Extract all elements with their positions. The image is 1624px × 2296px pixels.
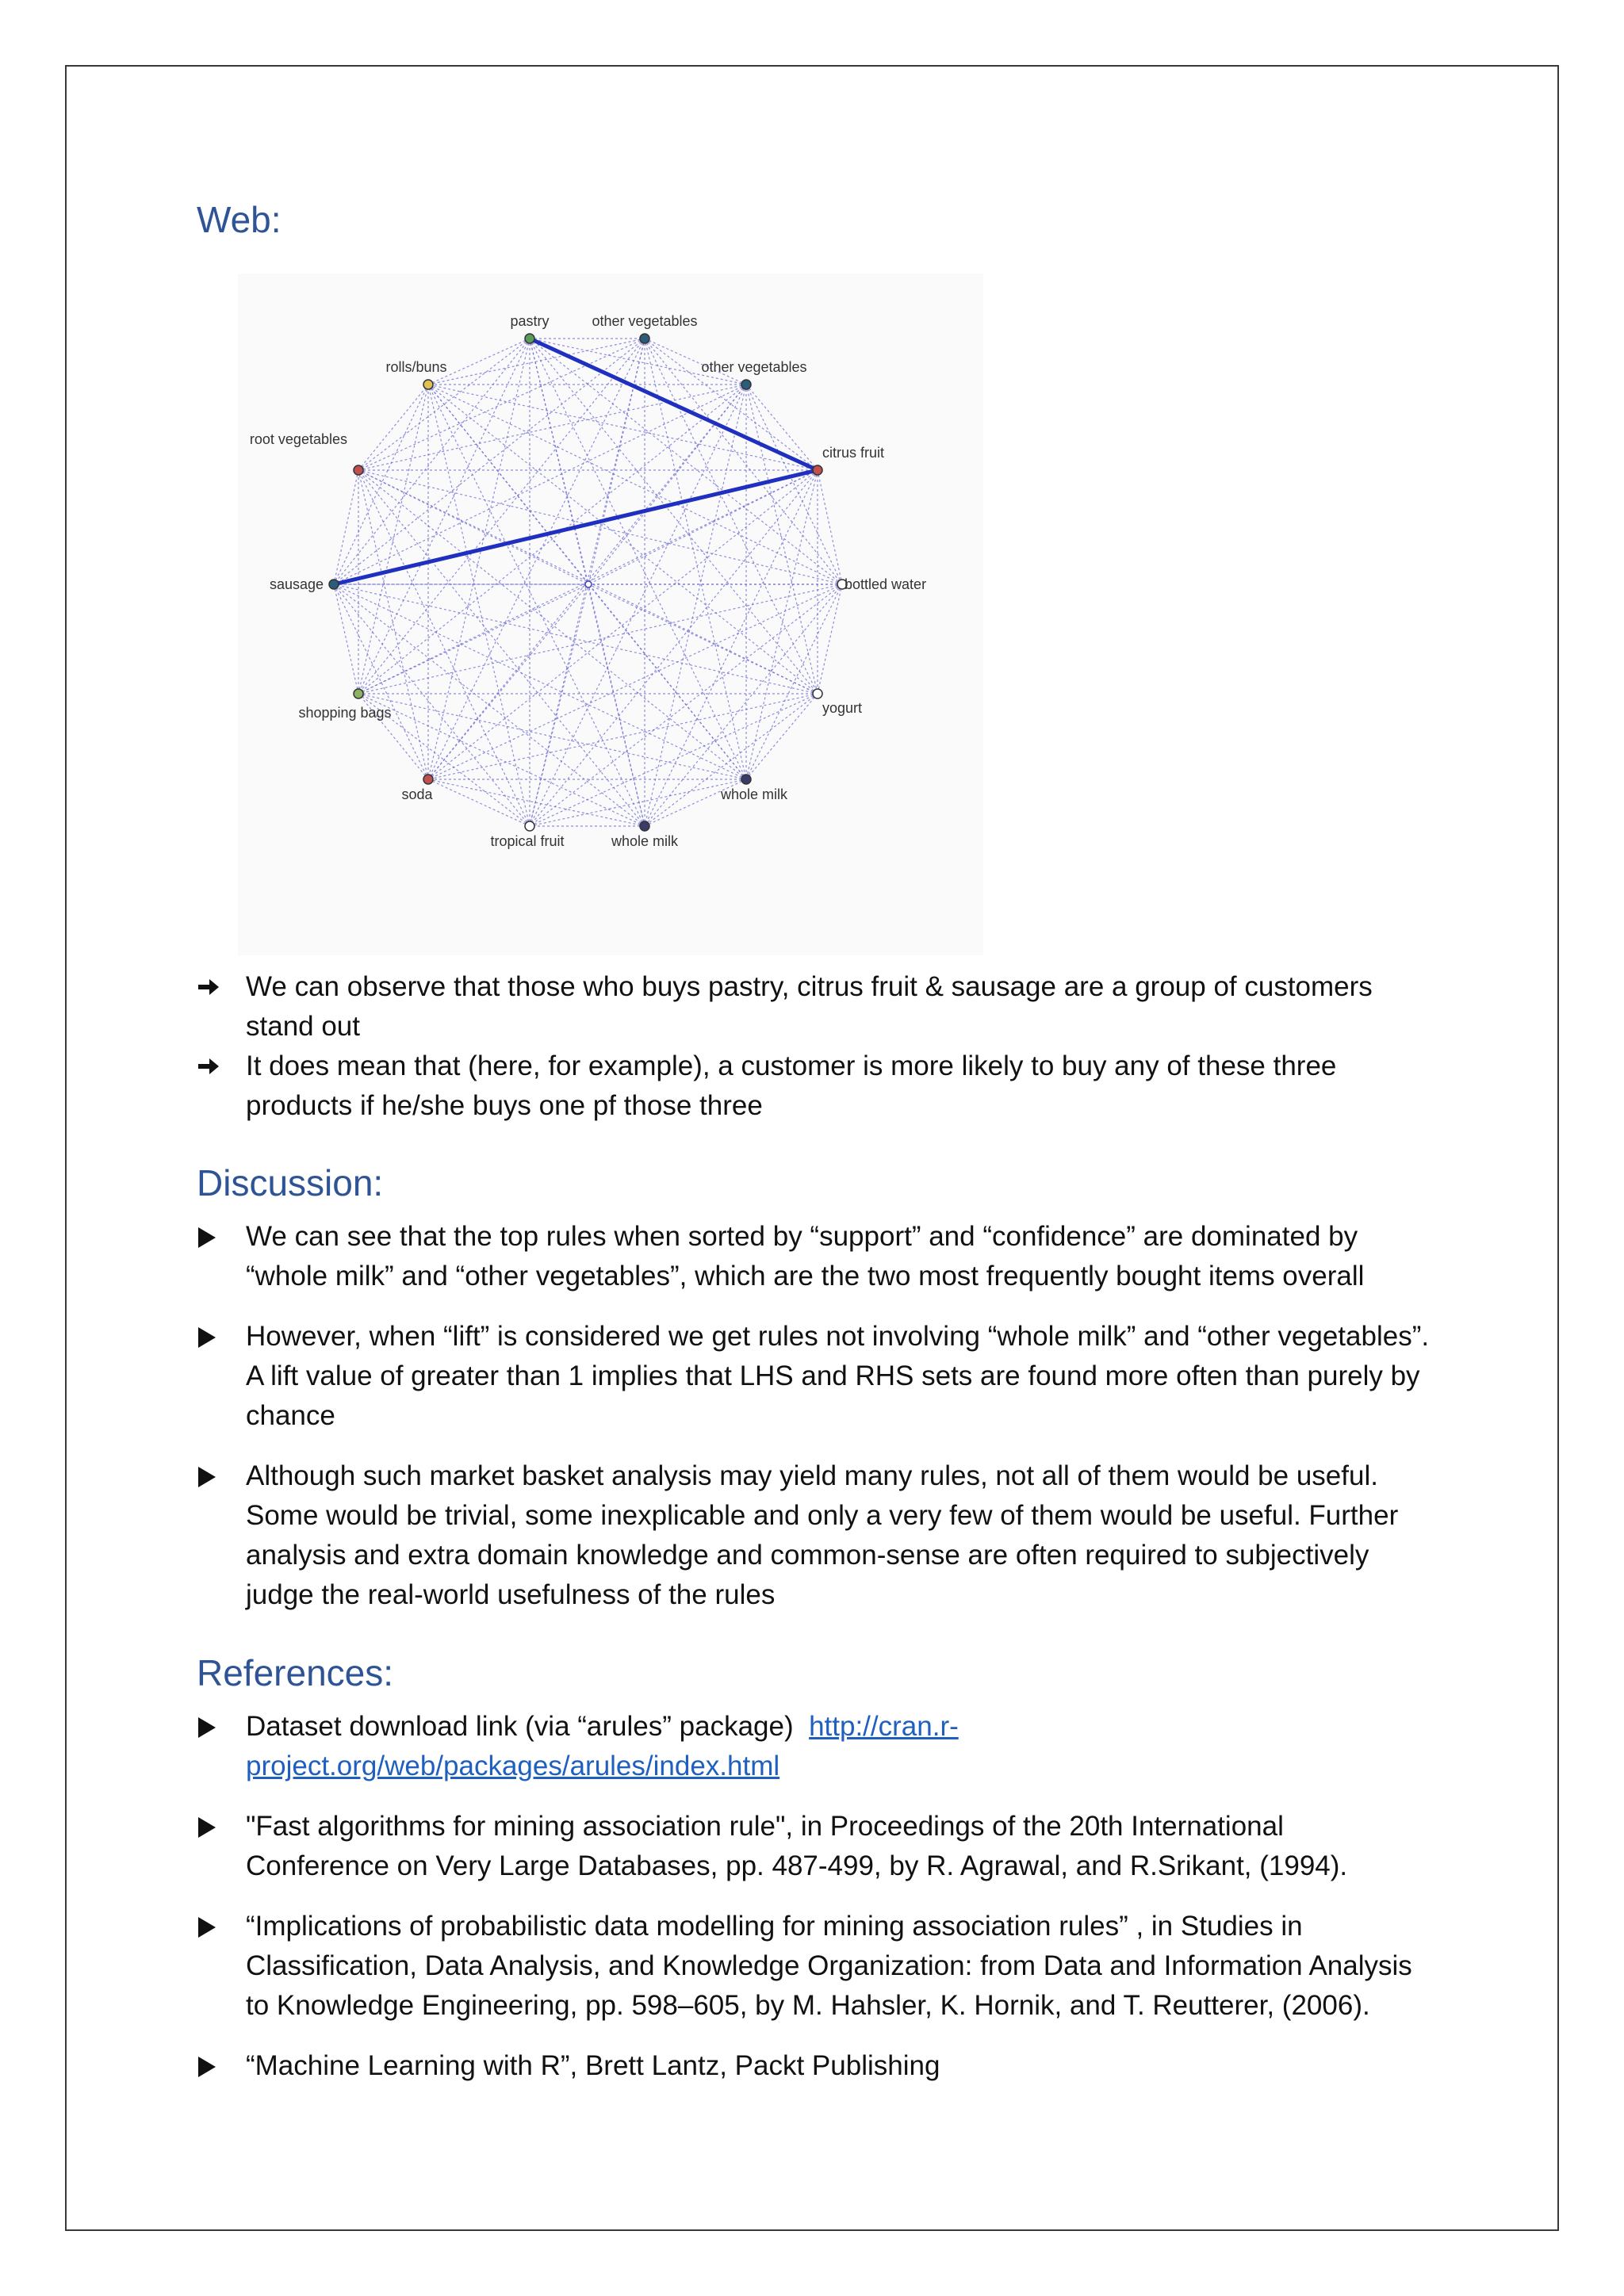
graph-node-tropical-fruit	[525, 821, 534, 831]
graph-edge	[588, 584, 746, 779]
graph-edge	[746, 584, 842, 779]
graph-edge	[746, 385, 818, 470]
graph-label-whole-milk-right: whole milk	[720, 786, 788, 802]
graph-edge	[428, 385, 818, 470]
graph-label-sausage: sausage	[269, 576, 324, 592]
graph-node-citrus-fruit	[813, 465, 822, 475]
graph-edge	[334, 584, 818, 694]
graph-edge	[428, 779, 530, 826]
graph-node-whole-milk-bottom	[640, 821, 649, 831]
graph-edge	[530, 339, 746, 779]
graph-node-yogurt	[813, 689, 822, 698]
graph-edge	[746, 385, 818, 694]
graph-label-rolls-buns: rolls/buns	[385, 359, 447, 375]
graph-edge	[428, 385, 818, 694]
network-graph-figure	[238, 274, 983, 955]
graph-edge	[428, 694, 818, 779]
graph-edge	[588, 385, 746, 584]
triangle-bullet-icon	[197, 1807, 228, 1846]
graph-center-node	[585, 581, 592, 587]
graph-edge	[645, 339, 842, 584]
triangle-bullet-icon	[197, 1317, 228, 1357]
graph-edge	[358, 470, 428, 779]
graph-edge	[530, 694, 818, 826]
graph-edge	[530, 470, 818, 826]
graph-edge	[334, 470, 358, 584]
reference-item	[197, 1907, 1434, 2026]
graph-edge	[645, 339, 746, 779]
references-heading: References:	[197, 1652, 394, 1693]
graph-edge	[358, 339, 645, 470]
graph-label-pastry: pastry	[510, 313, 550, 329]
graph-nodes	[329, 334, 847, 831]
graph-strong-edges	[334, 339, 818, 584]
graph-edge	[530, 339, 588, 584]
discussion-bullet-text: However, when “lift” is considered we get rules not involving “whole milk” and “other vegetables”. A lift value of greater than 1 implies that LHS and RHS sets are found more often than purely by chance	[246, 1321, 1430, 1431]
graph-edge	[358, 694, 645, 826]
graph-edge	[428, 385, 645, 826]
graph-node-rolls-buns	[423, 380, 433, 389]
graph-label-other-vegetables-right: other vegetables	[701, 359, 807, 375]
web-heading: Web:	[197, 199, 282, 240]
triangle-bullet-icon	[197, 1217, 228, 1257]
graph-edge	[358, 339, 530, 694]
graph-edge	[334, 584, 746, 779]
triangle-bullet-icon	[197, 1456, 228, 1496]
graph-edge	[588, 339, 645, 584]
dataset-link-label: Dataset download link (via “arules” package)	[246, 1711, 794, 1742]
graph-edge	[358, 385, 746, 694]
graph-edge	[818, 470, 842, 584]
dataset-download-link[interactable]: http://cran.r-project.org/web/packages/arules/index.html	[246, 1711, 959, 1781]
graph-edge	[588, 584, 818, 694]
network-graph	[238, 274, 983, 955]
discussion-bullet-item	[197, 1317, 1434, 1436]
graph-label-bottled-water: bottled water	[845, 576, 927, 592]
graph-strong-edge	[530, 339, 818, 470]
reference-item	[197, 1807, 1434, 1886]
web-bullet-item	[197, 1047, 1434, 1126]
graph-edge	[530, 339, 818, 694]
web-bullet-text: It does mean that (here, for example), a customer is more likely to buy any of these three products if he/she buys one pf those three	[246, 1050, 1337, 1121]
web-bullet-list	[197, 967, 1434, 1126]
triangle-bullet-icon	[197, 1707, 228, 1747]
graph-label-other-vegetables-top: other vegetables	[592, 313, 698, 329]
graph-edge	[428, 779, 645, 826]
graph-label-root-vegetables: root vegetables	[249, 431, 347, 447]
references-list	[197, 1707, 1434, 2086]
reference-text: “Machine Learning with R”, Brett Lantz, Packt Publishing	[246, 2050, 940, 2081]
graph-edge	[358, 470, 645, 826]
graph-label-whole-milk-bottom: whole milk	[611, 833, 679, 849]
web-bullet-item	[197, 967, 1434, 1047]
reference-text: “Implications of probabilistic data modelling for mining association rules” , in Studies in Classification, Data Analysis, and Knowledge Organization: from Data and Information Analysis to Knowledge Engineering, pp. 598–605, by M. Hahsler, K. Hornik, and T. Reutterer, (2006).	[246, 1911, 1412, 2021]
graph-edge	[428, 584, 842, 779]
reference-item	[197, 2046, 1434, 2086]
graph-node-sausage	[329, 580, 339, 589]
graph-edge	[358, 470, 588, 584]
arrow-right-icon	[197, 1047, 228, 1086]
graph-edge	[358, 385, 428, 694]
graph-node-pastry	[525, 334, 534, 343]
graph-node-root-vegetables	[354, 465, 363, 475]
discussion-bullet-list	[197, 1217, 1434, 1615]
graph-label-shopping-bags: shopping bags	[298, 705, 392, 721]
triangle-bullet-icon	[197, 2046, 228, 2086]
graph-edge	[746, 694, 818, 779]
graph-edge	[358, 584, 842, 694]
graph-node-soda	[423, 775, 433, 784]
web-bullet-text: We can observe that those who buys pastry, citrus fruit & sausage are a group of customers stand out	[246, 971, 1373, 1042]
graph-node-shopping-bags	[354, 689, 363, 698]
graph-edge	[358, 584, 588, 694]
reference-text: "Fast algorithms for mining association rule", in Proceedings of the 20th International Conference on Very Large Databases, pp. 487-499, by R. Agrawal, and R.Srikant, (1994).	[246, 1811, 1348, 1881]
graph-edge	[334, 385, 746, 584]
discussion-heading: Discussion:	[197, 1162, 384, 1203]
triangle-bullet-icon	[197, 1907, 228, 1946]
arrow-right-icon	[197, 967, 228, 1007]
graph-node-other-vegetables-right	[741, 380, 751, 389]
graph-label-yogurt: yogurt	[822, 700, 863, 716]
discussion-bullet-text: We can see that the top rules when sorted by “support” and “confidence” are dominated by “whole milk” and “other vegetables”, which are the two most frequently bought items overall	[246, 1221, 1365, 1292]
graph-edge	[358, 470, 530, 826]
graph-label-citrus-fruit: citrus fruit	[822, 445, 885, 461]
discussion-bullet-item	[197, 1456, 1434, 1615]
discussion-bullet-item	[197, 1217, 1434, 1296]
graph-edge	[530, 385, 746, 826]
graph-label-soda: soda	[401, 786, 433, 802]
discussion-bullet-text: Although such market basket analysis may yield many rules, not all of them would be useful. Some would be trivial, some inexplicable and only a very few of them would be useful. Further analysis and extra domain knowledge and common-sense are often required to subjectively judge the real-world usefulness of the rules	[246, 1460, 1399, 1610]
reference-item	[197, 1707, 1434, 1786]
graph-edge	[746, 470, 818, 779]
graph-node-other-vegetables-top	[640, 334, 649, 343]
graph-label-tropical-fruit: tropical fruit	[490, 833, 565, 849]
graph-edge	[334, 339, 530, 584]
graph-edge	[645, 339, 818, 694]
graph-node-whole-milk-right	[741, 775, 751, 784]
graph-edge	[334, 584, 428, 779]
graph-edge	[818, 584, 842, 694]
graph-edge	[358, 385, 746, 470]
graph-edge	[428, 339, 645, 779]
